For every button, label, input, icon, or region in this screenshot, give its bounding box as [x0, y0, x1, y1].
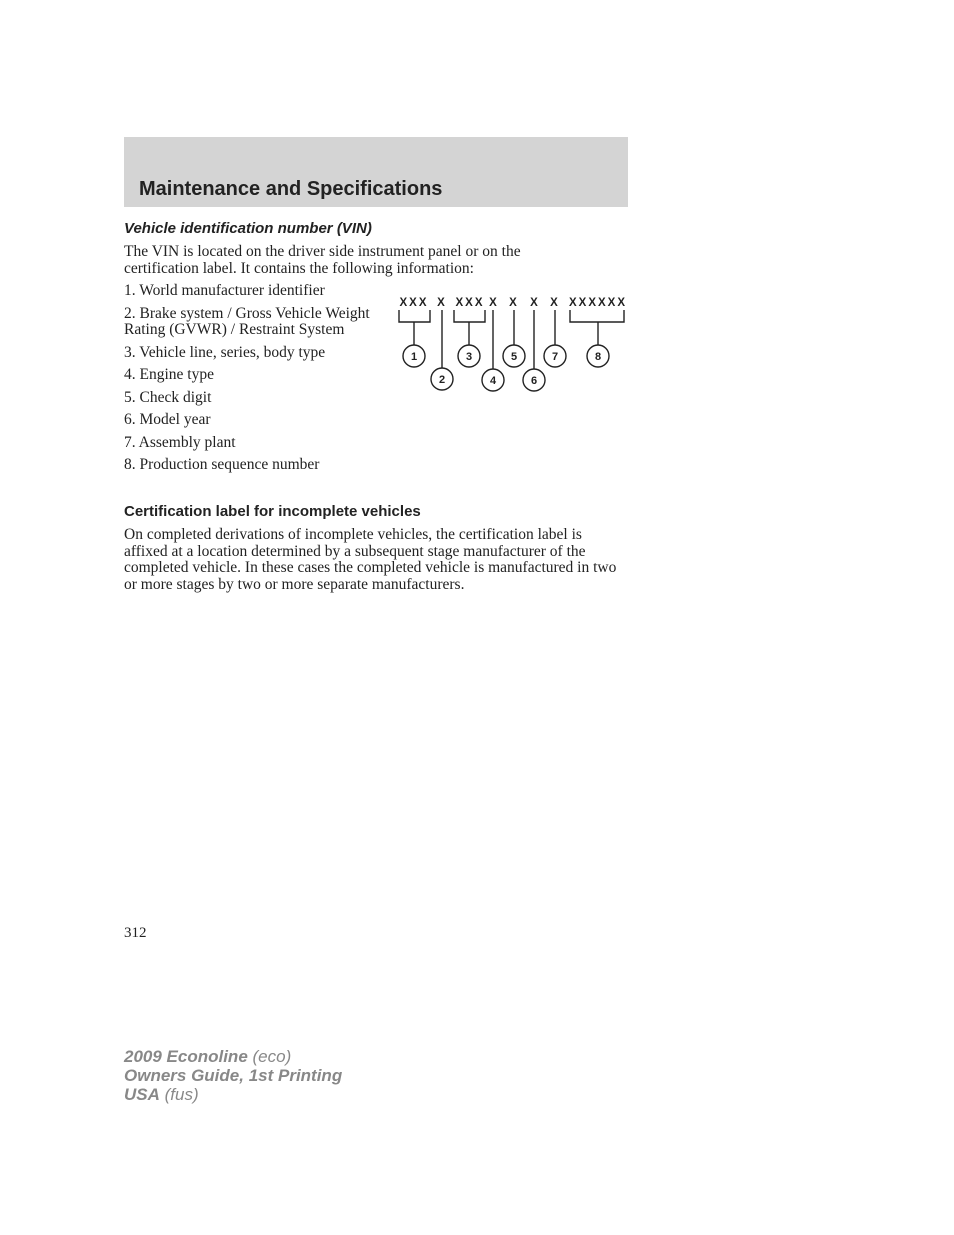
vin-group-1: XXX: [399, 297, 429, 309]
footer-imprint: [124, 1047, 342, 1104]
vin-callout-7: 7: [551, 351, 559, 363]
list-item: 4. Engine type: [124, 366, 214, 383]
section-header-band: [124, 137, 628, 207]
cert-heading: Certification label for incomplete vehicles: [124, 503, 421, 520]
list-item: 8. Production sequence number: [124, 456, 320, 473]
vin-callout-4: 4: [489, 375, 497, 387]
list-item: 3. Vehicle line, series, body type: [124, 343, 326, 361]
vin-group-2: X: [437, 297, 447, 309]
vin-intro: The VIN is located on the driver side instrument panel or on the certification label. It contains the following information:: [124, 243, 521, 277]
footer-model-code: (eco): [252, 1047, 292, 1066]
list-item: 1. World manufacturer identifier: [124, 282, 325, 299]
vin-group-7: X: [550, 297, 560, 309]
footer-line-3: [124, 1085, 342, 1104]
vin-bracket-1: [399, 310, 430, 346]
footer-market: USA: [124, 1085, 160, 1104]
vin-callout-1: 1: [410, 351, 418, 363]
vin-callout-5: 5: [510, 351, 518, 363]
footer-line-1: [124, 1047, 342, 1066]
vin-group-3: XXX: [455, 297, 485, 309]
vin-callout-3: 3: [465, 351, 473, 363]
vin-bracket-3: [454, 310, 485, 346]
section-title: Maintenance and Specifications: [139, 178, 443, 200]
vin-callout-8: 8: [594, 351, 602, 363]
vin-heading: Vehicle identification number (VIN): [124, 220, 372, 237]
vin-bracket-8: [570, 310, 624, 346]
vin-callout-6: 6: [530, 375, 538, 387]
vin-group-4: X: [489, 297, 499, 309]
list-item: 6. Model year: [124, 411, 211, 428]
cert-body: On completed derivations of incomplete vehicles, the certification label is affixed at a location determined by a subsequent stage manufacturer of the completed vehicle. In these cases the completed vehicle is manufactured in two or more stages by two or more separate manufacturers.: [124, 526, 617, 593]
footer-market-code: (fus): [164, 1085, 199, 1104]
list-item: 5. Check digit: [124, 388, 212, 406]
footer-model: 2009 Econoline: [124, 1047, 248, 1066]
footer-line-2: Owners Guide, 1st Printing: [124, 1066, 343, 1085]
page-number: 312: [124, 925, 147, 941]
list-item: 2. Brake system / Gross Vehicle Weight Rating (GVWR) / Restraint System: [124, 304, 370, 338]
vin-items-list: [124, 283, 374, 480]
list-item: 7. Assembly plant: [124, 433, 236, 451]
vin-group-6: X: [530, 297, 540, 309]
vin-group-8: XXXXXX: [568, 297, 628, 309]
vin-group-5: X: [509, 297, 519, 309]
vin-callout-2: 2: [438, 374, 446, 386]
vin-diagram: [392, 288, 637, 394]
